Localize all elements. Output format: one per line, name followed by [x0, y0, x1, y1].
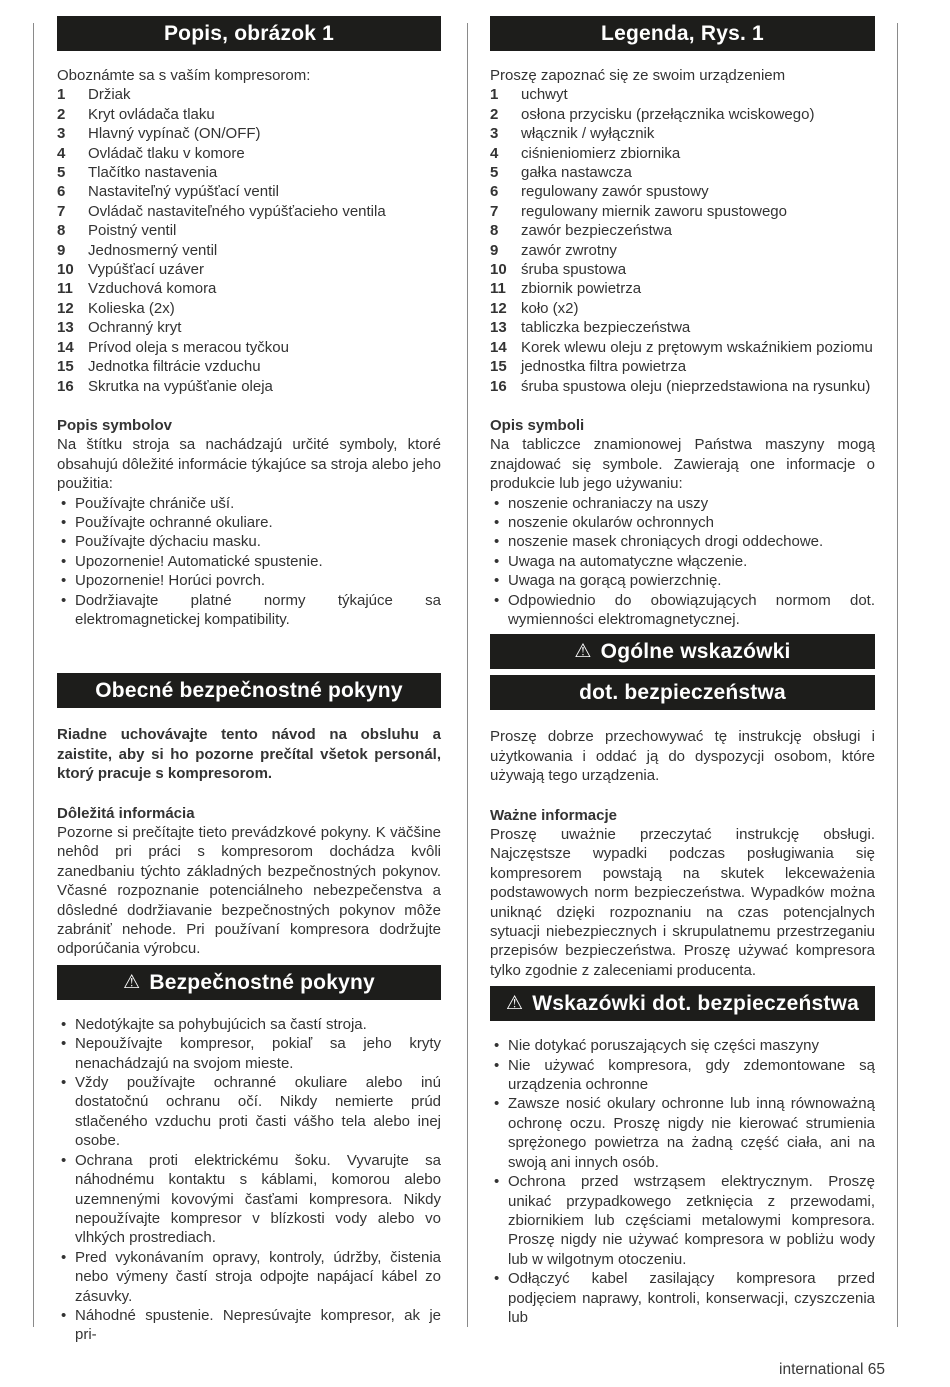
- part-label: Vzduchová komora: [88, 280, 217, 298]
- symbols-bullet-list: [57, 494, 441, 630]
- part-row: [490, 377, 875, 396]
- general-safety-text: Proszę dobrze przechowywać tę instrukcję obsługi i użytkowania i oddać ją do dyspozycji osobom, które używają tego urządzenia.: [490, 728, 875, 785]
- symbols-intro: Na štítku stroja sa nachádzajú určité symboly, ktoré obsahujú dôležité informácie týkajúce sa stroja alebo jeho použitia:: [57, 436, 441, 493]
- part-label: Nastaviteľný vypúšťací ventil: [88, 183, 279, 201]
- part-label: zawór zwrotny: [521, 241, 617, 259]
- part-label: jednostka filtra powietrza: [521, 358, 687, 376]
- symbols-title: Opis symboli: [490, 416, 585, 434]
- part-number: 8: [490, 222, 499, 240]
- section-header-label: Obecné bezpečnostné pokyny: [95, 679, 403, 703]
- part-label: śruba spustowa: [521, 261, 627, 279]
- part-label: Prívod oleja s meracou tyčkou: [88, 338, 289, 356]
- bullet-item: • Náhodné spustenie. Nepresúvajte kompresor, ak je pri-: [57, 1306, 441, 1345]
- part-label: Kryt ovládača tlaku: [88, 105, 215, 123]
- part-number: 11: [57, 280, 73, 298]
- section-header-legenda: [490, 16, 875, 51]
- part-row: [57, 182, 441, 201]
- part-number: 8: [57, 222, 66, 240]
- parts-list: [490, 85, 875, 396]
- bullet-item: • Dodržiavajte platné normy týkajúce sa elektromagnetickej kompatibility.: [57, 591, 441, 630]
- part-label: gałka nastawcza: [521, 164, 632, 182]
- bullet-item: • Uwaga na gorącą powierzchnię.: [490, 571, 875, 590]
- section-header-label: Legenda, Rys. 1: [601, 22, 764, 45]
- bullet-item: • Ochrona przed wstrząsem elektrycznym. Proszę unikać przypadkowego zetknięcia z przewodami, zbiornikiem lub częściami metalowymi kompresora. Proszę nigdy nie używać kompresora w pobliżu wody lub w wilgotnym otoczeniu.: [490, 1172, 875, 1269]
- part-row: [490, 202, 875, 221]
- part-number: 15: [57, 358, 74, 376]
- part-label: Ovládač nastaviteľného vypúšťacieho ventila: [88, 202, 386, 220]
- part-number: 6: [490, 183, 499, 201]
- part-label: Korek wlewu oleju z prętowym wskaźnikiem poziomu: [521, 338, 873, 356]
- general-safety-bold-text: Riadne uchovávajte tento návod na obsluhu a zaistite, aby si ho pozorne prečítal všetok personál, ktorý pracuje s kompresorom.: [57, 726, 441, 783]
- part-number: 7: [57, 202, 66, 220]
- part-number: 1: [490, 86, 499, 104]
- part-label: Kolieska (2x): [88, 299, 175, 317]
- bullet-item: • Používajte chrániče uší.: [57, 494, 441, 513]
- part-number: 14: [57, 338, 74, 356]
- bullet-item: • noszenie okularów ochronnych: [490, 513, 875, 532]
- important-info-text: Proszę uważnie przeczytać instrukcję obsługi. Najczęstsze wypadki podczas posługiwania się kompresorem powstają na skutek lekceważenia podstawowych norm bezpieczeństwa. Wypadków można uniknąć dzięki rozpoznaniu na czas potencjalnych sytuacji niebezpiecznych i skrupulatnemu przestrzeganiu przepisów bezpieczeństwa. Proszę używać kompresora tylko zgodnie z zaleceniami producenta.: [490, 826, 875, 979]
- part-number: 9: [57, 241, 66, 259]
- section-header-label: Ogólne wskazówki: [600, 640, 791, 664]
- bullet-item: • Zawsze nosić okulary ochronne lub inną równoważną ochronę oczu. Proszę nigdy nie kierować strumienia sprężonego powietrza na żadną część ciała, ani na swoją ani innych osób.: [490, 1094, 875, 1172]
- part-number: 5: [57, 164, 66, 182]
- section-header-safety-instructions: [57, 965, 441, 1000]
- section-header-label: Popis, obrázok 1: [163, 22, 335, 45]
- right-page-rule: [897, 23, 898, 1327]
- important-info-text: Pozorne si prečítajte tieto prevádzkové pokyny. K väčšine nehôd pri práci s kompresorom dochádza kvôli zanedbaniu týchto základných bezpečnostných pokynov. Včasné rozpoznanie potenciálneho nebezpečenstva a dôsledné dodržiavanie bezpečnostných pokynov môže zabrániť nehode. Pri používaní kompresora dodržujte odporúčania výrobcu.: [57, 824, 441, 958]
- bullet-item: • noszenie ochraniaczy na uszy: [490, 494, 875, 513]
- section-header-label: Bezpečnostné pokyny: [149, 970, 375, 994]
- part-label: ciśnieniomierz zbiornika: [521, 144, 681, 162]
- part-label: zbiornik powietrza: [521, 280, 642, 298]
- warning-icon: ⚠: [123, 971, 141, 993]
- part-row: [57, 279, 441, 298]
- part-row: [57, 357, 441, 376]
- bullet-item: • Uwaga na automatyczne włączenie.: [490, 552, 875, 571]
- parts-list: [57, 85, 441, 396]
- part-number: 2: [490, 105, 499, 123]
- part-label: Poistný ventil: [88, 222, 177, 240]
- part-label: regulowany miernik zaworu spustowego: [521, 202, 787, 220]
- bullet-item: • Nepoužívajte kompresor, pokiaľ sa jeho kryty nenachádzajú na svojom mieste.: [57, 1034, 441, 1073]
- part-row: [57, 241, 441, 260]
- important-info-title: Ważne informacje: [490, 806, 617, 824]
- part-number: 12: [490, 299, 507, 317]
- parts-intro: Oboznámte sa s vaším kompresorom:: [57, 67, 311, 84]
- part-label: zawór bezpieczeństwa: [521, 222, 672, 240]
- symbols-bullet-list: [490, 494, 875, 630]
- part-number: 4: [57, 144, 66, 162]
- part-row: [490, 241, 875, 260]
- part-label: Ochranný kryt: [88, 319, 182, 337]
- part-number: 1: [57, 86, 66, 104]
- part-label: regulowany zawór spustowy: [521, 183, 709, 201]
- part-label: Jednotka filtrácie vzduchu: [88, 358, 261, 376]
- safety-bullet-list: [490, 1036, 875, 1327]
- part-number: 13: [490, 319, 507, 337]
- part-label: Hlavný vypínač (ON/OFF): [88, 125, 261, 143]
- part-label: Držiak: [88, 86, 131, 104]
- warning-icon: ⚠: [506, 993, 524, 1015]
- section-header-label: Wskazówki dot. bezpieczeństwa: [532, 992, 859, 1016]
- part-number: 9: [490, 241, 499, 259]
- part-label: śruba spustowa oleju (nieprzedstawiona na rysunku): [521, 377, 871, 395]
- part-row: [57, 377, 441, 396]
- part-label: Skrutka na vypúšťanie oleja: [88, 377, 273, 395]
- part-row: [490, 85, 875, 104]
- section-header-safety-instructions: [490, 986, 875, 1021]
- part-row: [57, 299, 441, 318]
- part-row: [490, 124, 875, 143]
- part-number: 16: [490, 377, 507, 395]
- part-row: [57, 260, 441, 279]
- bullet-item: • Ochrana proti elektrickému šoku. Vyvarujte sa náhodnému kontaktu s káblami, komorou alebo uzemnenými kovovými časťami kompresora. Nikdy nepoužívajte kompresor v blízkosti vody alebo vo vlhkých prostrediach.: [57, 1151, 441, 1248]
- part-row: [490, 105, 875, 124]
- part-label: Tlačítko nastavenia: [88, 164, 218, 182]
- part-row: [490, 299, 875, 318]
- part-row: [490, 221, 875, 240]
- left-column-slovak: [57, 16, 441, 1345]
- bullet-item: • Upozornenie! Horúci povrch.: [57, 571, 441, 590]
- part-number: 4: [490, 144, 499, 162]
- part-row: [490, 163, 875, 182]
- bullet-item: • Nie dotykać poruszających się części maszyny: [490, 1036, 875, 1055]
- part-number: 15: [490, 358, 507, 376]
- bullet-item: • Vždy používajte ochranné okuliare alebo inú dostatočnú ochranu očí. Nikdy nemierte prúd stlačeného vzduchu proti časti vášho tela alebo inej osobe.: [57, 1073, 441, 1151]
- section-header-general-safety: [57, 673, 441, 708]
- important-info-title: Dôležitá informácia: [57, 804, 195, 822]
- part-number: 5: [490, 164, 499, 182]
- bullet-item: • Používajte dýchaciu masku.: [57, 532, 441, 551]
- part-number: 14: [490, 338, 507, 356]
- part-label: Ovládač tlaku v komore: [88, 144, 245, 162]
- part-number: 13: [57, 319, 74, 337]
- part-row: [57, 85, 441, 104]
- right-column-polish: [490, 16, 875, 1327]
- section-header-popis-obrazok: [57, 16, 441, 51]
- part-label: Vypúšťací uzáver: [88, 261, 204, 279]
- part-row: [57, 144, 441, 163]
- part-row: [490, 338, 875, 357]
- part-number: 2: [57, 105, 66, 123]
- part-number: 12: [57, 299, 74, 317]
- part-label: koło (x2): [521, 299, 579, 317]
- parts-intro: Proszę zapoznać się ze swoim urządzeniem: [490, 67, 786, 84]
- section-header-label: dot. bezpieczeństwa: [579, 681, 786, 705]
- part-number: 11: [490, 280, 506, 298]
- warning-icon: ⚠: [574, 641, 592, 663]
- part-label: włącznik / wyłącznik: [521, 125, 655, 143]
- bullet-item: • Nedotýkajte sa pohybujúcich sa častí stroja.: [57, 1015, 441, 1034]
- bullet-item: • noszenie masek chroniących drogi oddechowe.: [490, 532, 875, 551]
- bullet-item: • Nie używać kompresora, gdy zdemontowane są urządzenia ochronne: [490, 1056, 875, 1095]
- part-number: 3: [57, 125, 66, 143]
- left-page-rule: [33, 23, 34, 1327]
- bullet-item: • Odłączyć kabel zasilający kompresora przed podjęciem naprawy, kontroli, konserwacji, czyszczenia lub: [490, 1269, 875, 1327]
- part-label: Jednosmerný ventil: [88, 241, 218, 259]
- part-number: 3: [490, 125, 499, 143]
- part-row: [490, 260, 875, 279]
- bullet-item: • Používajte ochranné okuliare.: [57, 513, 441, 532]
- page-number: international 65: [779, 1361, 885, 1378]
- symbols-intro: Na tabliczce znamionowej Państwa maszyny mogą znajdować się symbole. Zawierają one informacje o produkcie lub jego używaniu:: [490, 436, 875, 493]
- part-row: [57, 338, 441, 357]
- section-header-general-safety-line1: [490, 634, 875, 669]
- part-number: 10: [490, 261, 507, 279]
- part-row: [490, 182, 875, 201]
- part-row: [57, 124, 441, 143]
- part-row: [57, 318, 441, 337]
- column-divider-rule: [467, 23, 468, 1327]
- part-number: 10: [57, 261, 74, 279]
- bullet-item: • Upozornenie! Automatické spustenie.: [57, 552, 441, 571]
- part-number: 16: [57, 377, 74, 395]
- symbols-title: Popis symbolov: [57, 416, 173, 434]
- part-row: [57, 163, 441, 182]
- section-header-general-safety-line2: [490, 675, 875, 710]
- part-label: tabliczka bezpieczeństwa: [521, 319, 691, 337]
- part-label: uchwyt: [521, 86, 568, 104]
- part-row: [490, 279, 875, 298]
- part-row: [57, 221, 441, 240]
- part-label: osłona przycisku (przełącznika wciskowego): [521, 105, 815, 123]
- part-row: [490, 357, 875, 376]
- bullet-item: • Odpowiednio do obowiązujących normom dot. wymienności elektromagnetycznej.: [490, 591, 875, 630]
- bullet-item: • Pred vykonávaním opravy, kontroly, údržby, čistenia nebo výmeny častí stroja odpojte napájací kábel zo zásuvky.: [57, 1248, 441, 1306]
- part-row: [57, 105, 441, 124]
- part-number: 6: [57, 183, 66, 201]
- part-row: [490, 318, 875, 337]
- safety-bullet-list: [57, 1015, 441, 1345]
- part-row: [490, 144, 875, 163]
- part-row: [57, 202, 441, 221]
- part-number: 7: [490, 202, 499, 220]
